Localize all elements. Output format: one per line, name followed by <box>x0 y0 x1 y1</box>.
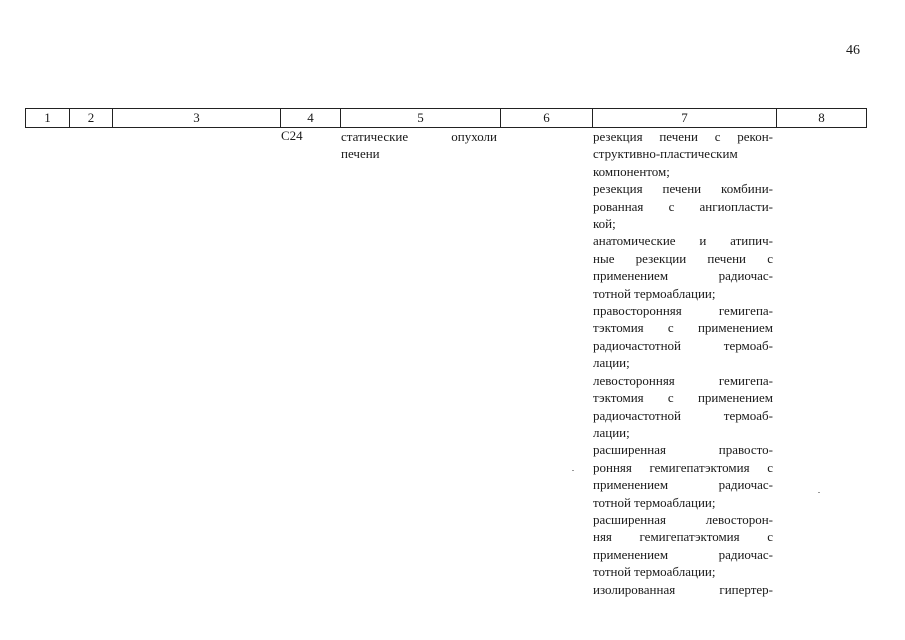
treatment-line: компонентом; <box>593 163 670 179</box>
treatment-line: правосторонняя гемигепа- <box>593 303 773 319</box>
treatment-line: расширенная левосторон- <box>593 511 773 527</box>
treatment-line: расширенная правосто- <box>593 442 773 458</box>
page-number: 46 <box>846 43 860 58</box>
treatment-cell <box>593 128 773 598</box>
treatment-line: няя гемигепатэктомия с <box>593 529 773 545</box>
treatment-line: лации; <box>593 424 630 440</box>
header-cell-5: 5 <box>340 109 500 127</box>
treatment-line: структивно-пластическим <box>593 146 738 162</box>
treatment-line: тотной термоаблации; <box>593 285 716 301</box>
treatment-line: радиочастотной термоаб- <box>593 337 773 353</box>
scan-speck <box>818 492 820 493</box>
treatment-line: левосторонняя гемигепа- <box>593 372 773 388</box>
treatment-line: радиочастотной термоаб- <box>593 407 773 423</box>
treatment-line: тотной термоаблации; <box>593 494 716 510</box>
treatment-line: ронняя гемигепатэктомия с <box>593 459 773 475</box>
treatment-line: тэктомия с применением <box>593 320 773 336</box>
treatment-line: изолированная гипертер- <box>593 581 773 597</box>
header-cell-1: 1 <box>44 110 51 125</box>
icd-code: С24 <box>281 128 303 143</box>
table-header-row <box>25 108 867 128</box>
treatment-line: резекция печени комбини- <box>593 181 773 197</box>
scan-speck <box>572 470 574 471</box>
diagnosis-line: статические опухоли <box>341 129 497 144</box>
treatment-line: применением радиочас- <box>593 268 773 284</box>
header-cell-3: 3 <box>112 109 280 127</box>
treatment-line: анатомические и атипич- <box>593 233 773 249</box>
treatment-line: тотной термоаблации; <box>593 564 716 580</box>
treatment-line: резекция печени с рекон- <box>593 129 773 144</box>
treatment-line: рованная с ангиопласти- <box>593 198 773 214</box>
treatment-line: применением радиочас- <box>593 546 773 562</box>
treatment-line: тэктомия с применением <box>593 390 773 406</box>
header-cell-8: 8 <box>776 109 866 127</box>
treatment-line: применением радиочас- <box>593 477 773 493</box>
treatment-line: лации; <box>593 355 630 371</box>
diagnosis-line: печени <box>341 146 380 161</box>
header-cell-2: 2 <box>69 109 112 127</box>
header-cell-6: 6 <box>500 109 592 127</box>
treatment-line: ные резекции печени с <box>593 250 773 266</box>
diagnosis-cell <box>341 128 497 162</box>
header-cell-7: 7 <box>592 109 776 127</box>
header-cell-4: 4 <box>280 109 340 127</box>
treatment-line: кой; <box>593 216 616 232</box>
